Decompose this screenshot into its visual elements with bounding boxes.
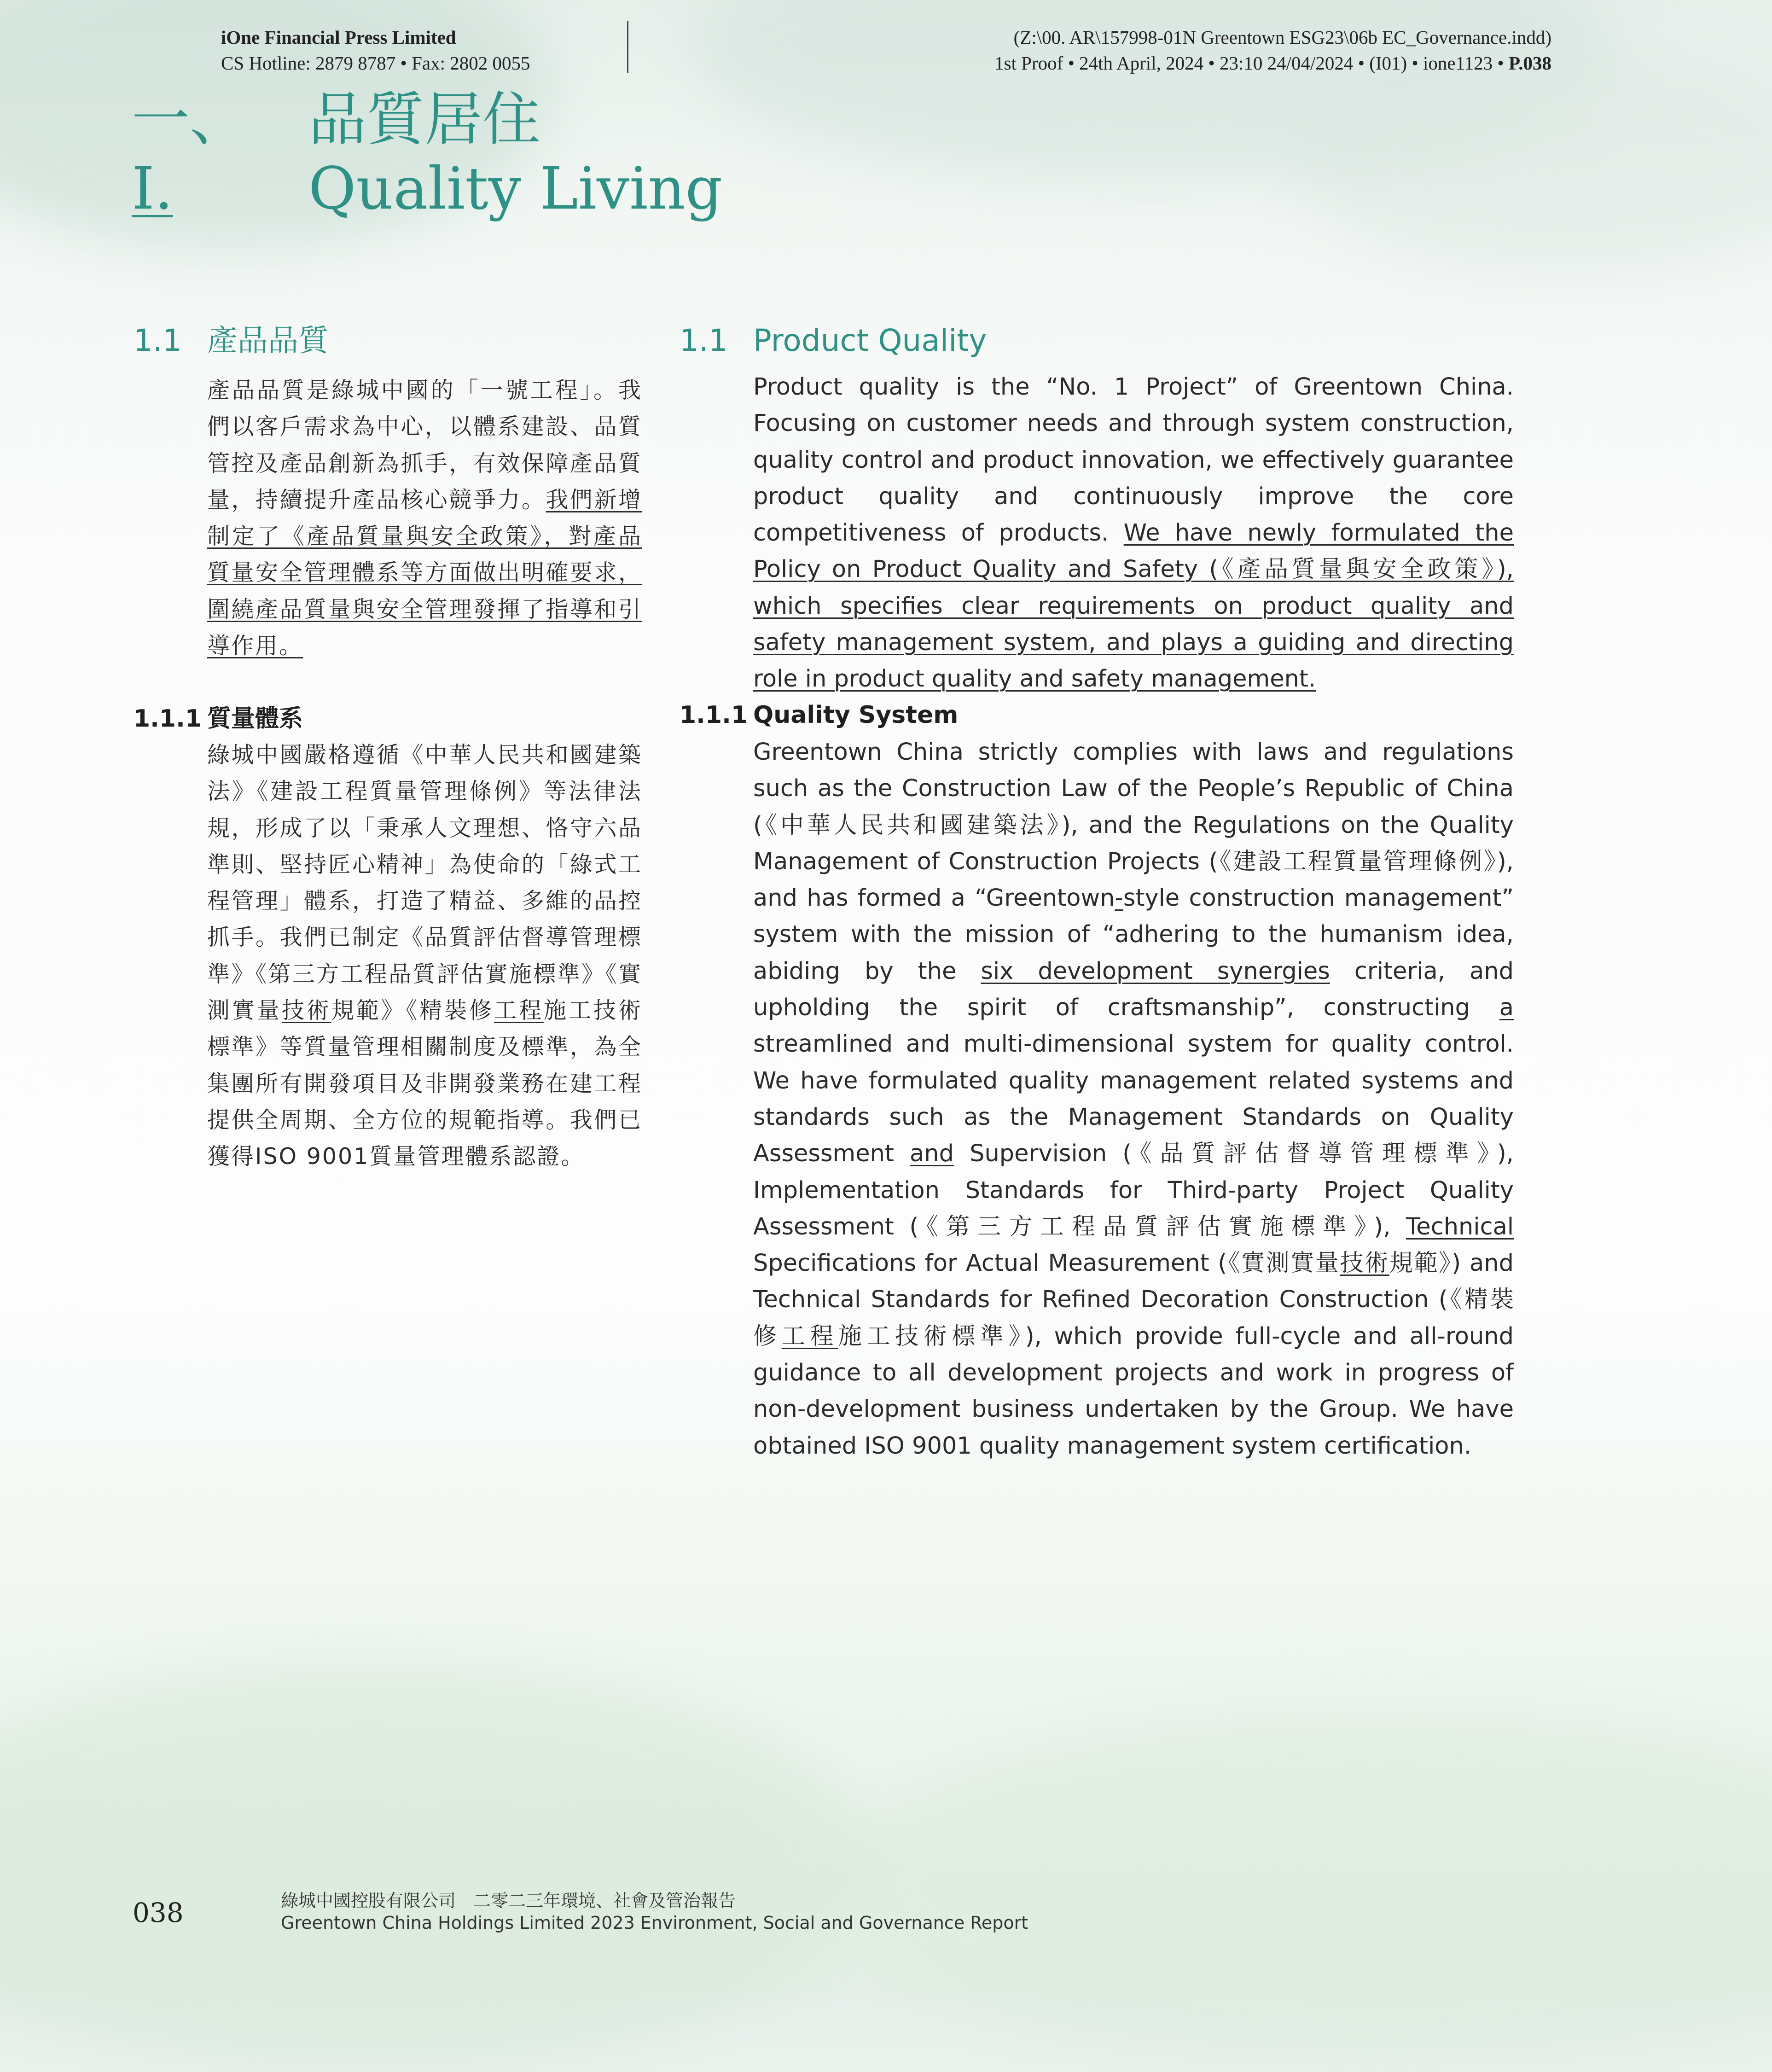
cn-section-underlined: 我們新增制定了《產品質量與安全政策》，對產品質量安全管理體系等方面做出明確要求，圍繞產品質量與安全管理發揮了指導和引導作用。	[207, 486, 642, 659]
proof-hotline: CS Hotline: 2879 8787 • Fax: 2802 0055	[221, 52, 530, 74]
en-sub-text-2: style construction management” system with the mission of “adhering to the humanism idea, abiding by the	[753, 885, 1514, 985]
page-number: 038	[133, 1897, 184, 1928]
en-section-title: Product Quality	[753, 323, 987, 358]
cn-subsection-title: 質量體系	[207, 705, 303, 733]
en-sub-underline-2: six development synergies	[981, 957, 1330, 985]
en-subsection-title: Quality System	[753, 701, 959, 729]
footer-en: Greentown China Holdings Limited 2023 Environment, Social and Governance Report	[281, 1913, 1028, 1933]
en-sub-underline-6: 技術	[1340, 1250, 1389, 1277]
chapter-number-en: I.	[132, 155, 173, 222]
cn-sub-text-3: 施工技術標準》等質量管理相關制度及標準，為全集團所有開發項目及非開發業務在建工程提供全周期、全方位的規範指導。我們已獲得ISO 9001質量管理體系認證。	[207, 997, 642, 1170]
cn-subsection-paragraph	[207, 737, 642, 1175]
en-sub-text-5: Supervision (《品質評估督導管理標準》), Implementation Standards for Third-party Project Quality Assessment (《第三方工程品質評估實施標準》),	[753, 1140, 1514, 1240]
en-section-paragraph	[753, 369, 1514, 698]
cn-sub-underline-2: 工程	[494, 997, 544, 1024]
en-sub-underline-7: 工程	[781, 1322, 838, 1350]
watercolor-cloud	[829, 1704, 1772, 2072]
cn-section-text: 產品品質是綠城中國的「一號工程」。我們以客戶需求為中心，以體系建設、品質管控及產品創新為抓手，有效保障產品質量，持續提升產品核心競爭力。	[207, 377, 642, 513]
proof-info-text: 1st Proof • 24th April, 2024 • 23:10 24/04/2024 • (I01) • ione1123 •	[994, 52, 1504, 74]
footer-cn: 綠城中國控股有限公司 二零二三年環境、社會及管治報告	[281, 1891, 736, 1911]
en-section-text: Product quality is the “No. 1 Project” of Greentown China. Focusing on customer needs and through system construction, quality control and product innovation, we effectively guarantee product quality and continuously improve the core competitiveness of products.	[753, 373, 1514, 547]
en-sub-underline-3: a	[1499, 994, 1514, 1022]
en-sub-text-6: Specifications for Actual Measurement (《實測實量	[753, 1250, 1340, 1277]
watercolor-cloud	[0, 1658, 875, 2072]
cn-sub-text-2: 規範》《精裝修	[331, 997, 494, 1024]
en-sub-text-4: streamlined and multi-dimensional system for quality control. We have formulated quality management related systems and standards such as the Management Standards on Quality Assessment	[753, 1030, 1514, 1168]
proof-file-path: (Z:\00. AR\157998-01N Greentown ESG23\06b EC_Governance.indd)	[1013, 27, 1551, 48]
cn-subsection-number: 1.1.1	[134, 705, 202, 733]
proof-company: iOne Financial Press Limited	[221, 27, 456, 48]
en-section-underlined: We have newly formulated the Policy on Product Quality and Safety (《產品質量與安全政策》), which specifies clear requirements on product quality and safety management system, and plays a guiding and directing role in product quality and safety management.	[753, 519, 1514, 693]
en-sub-underline-1: -	[1115, 885, 1123, 912]
en-section-number: 1.1	[680, 323, 728, 358]
en-sub-text-7: 規範》) and Technical Standards for Refined Decoration Construction (《精裝修	[753, 1250, 1514, 1350]
cn-sub-text-1: 綠城中國嚴格遵循《中華人民共和國建築法》《建設工程質量管理條例》等法律法規，形成了以「秉承人文理想、恪守六品準則、堅持匠心精神」為使命的「綠式工程管理」體系，打造了精益、多維的品控抓手。我們已制定《品質評估督導管理標準》《第三方工程品質評估實施標準》《實測實量	[207, 742, 642, 1024]
header-divider	[627, 21, 628, 73]
cn-section-title: 產品品質	[207, 323, 329, 358]
en-subsection-paragraph	[753, 734, 1514, 1464]
chapter-number-cn: 一、	[132, 86, 248, 153]
chapter-title-cn: 品質居住	[308, 86, 540, 153]
en-sub-text-8: 施工技術標準》), which provide full-cycle and all-round guidance to all development projects and work in progress of non-development business undertaken by the Group. We have obtained ISO 9001 quality management system certification.	[753, 1322, 1514, 1460]
cn-section-number: 1.1	[134, 323, 182, 358]
cn-sub-underline-1: 技術	[281, 997, 331, 1024]
en-sub-underline-4: and	[910, 1140, 954, 1168]
en-sub-underline-5: Technical	[1406, 1213, 1514, 1240]
chapter-title-en: Quality Living	[308, 155, 723, 222]
en-sub-text-3: criteria, and upholding the spirit of craftsmanship”, constructing	[753, 957, 1514, 1022]
cn-section-paragraph	[207, 372, 642, 664]
proof-info	[907, 51, 1551, 76]
en-sub-text-1: Greentown China strictly complies with laws and regulations such as the Construction Law of the People’s Republic of China (《中華人民共和國建築法》), and the Regulations on the Quality Management of Construction Projects (《建設工程質量管理條例》), and has formed a “Greentown	[753, 739, 1514, 912]
proof-page: P.038	[1508, 52, 1551, 74]
en-subsection-number: 1.1.1	[680, 701, 748, 729]
